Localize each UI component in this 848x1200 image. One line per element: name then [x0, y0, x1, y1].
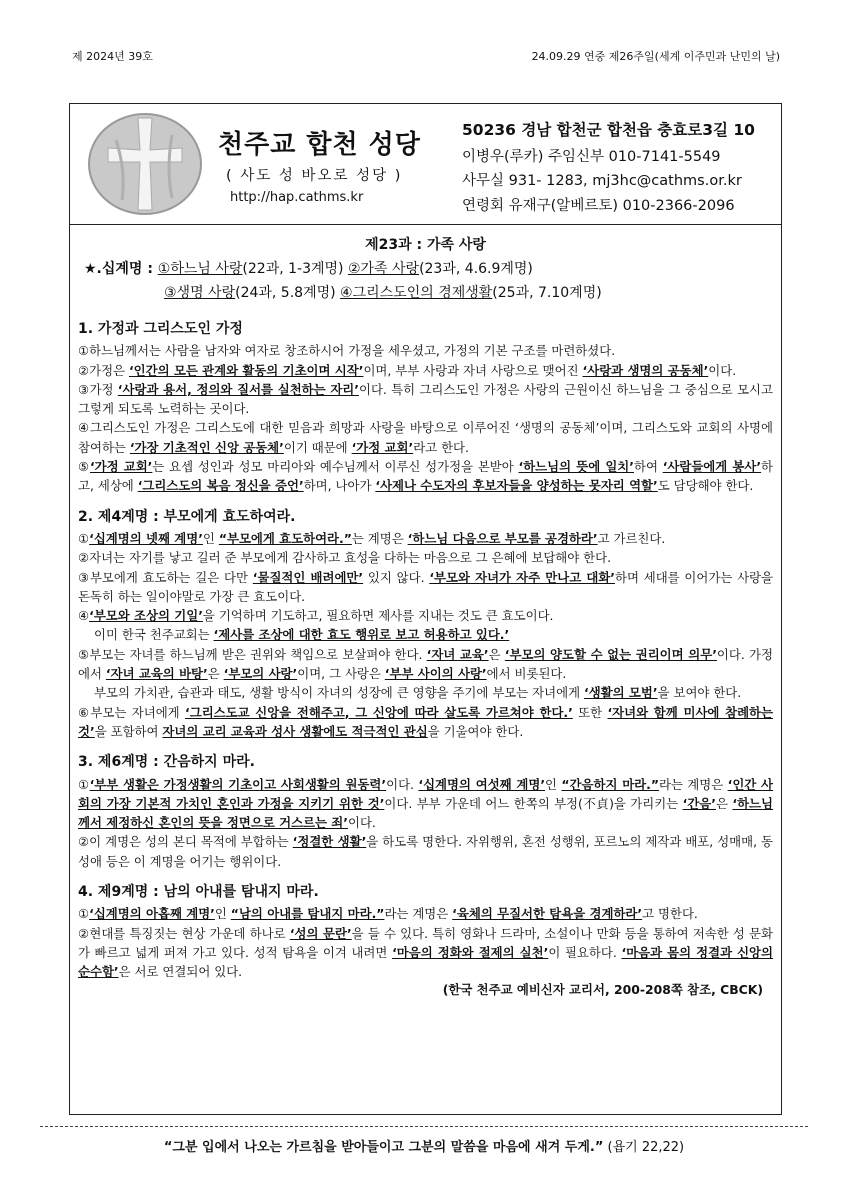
section-heading: 2. 제4계명 : 부모에게 효도하여라.	[78, 508, 296, 525]
contact-block	[462, 118, 755, 218]
section-paragraph: ①‘십계명의 넷째 계명’인 “부모에게 효도하여라.”는 계명은 ‘하느님 다음으로 부모를 공경하라’고 가르친다.	[78, 530, 666, 546]
funeral-society-contact: 연령회 유재구(알베르토) 010-2366-2096	[462, 197, 735, 214]
section-paragraph: ⑤‘가정 교회’는 요셉 성인과 성모 마리아와 예수님께서 이루신 성가정을 본받아 ‘하느님의 뜻에 일치’하여 ‘사람들에게 봉사’하고, 세상에 ‘그리스도의 복음 정신을 증언’하며, 나아가 ‘사제나 수도자의 후보자들을 양성하는 못자리 역할’도 담당해야 한다.	[78, 459, 774, 494]
lesson-section	[78, 753, 773, 871]
lesson-section	[78, 508, 773, 742]
scripture-quote: “그분 입에서 나오는 가르침을 받아들이고 그분의 말씀을 마음에 새겨 두게.”	[163, 1140, 604, 1155]
scripture-source: (욥기 22,22)	[603, 1140, 685, 1155]
section-paragraph: ⑥부모는 자녀에게 ‘그리스도교 신앙을 전해주고, 그 신앙에 따라 살도록 가르쳐야 한다.’ 또한 ‘자녀와 함께 미사에 참례하는 것’을 포함하여 자녀의 교리 교육과 성사 생활에도 적극적인 관심을 기울여야 한다.	[78, 704, 773, 739]
commandment-group-2-note: (23과, 4.6.9계명)	[419, 261, 533, 277]
footer-divider	[40, 1126, 808, 1127]
church-name: 천주교 합천 성당	[218, 130, 421, 160]
section-paragraph: ④그리스도인 가정은 그리스도에 대한 믿음과 희망과 사랑을 바탕으로 이루어진 ‘생명의 공동체’이며, 그리스도와 교회의 사명에 참여하는 ‘가장 기초적인 신앙 공동체’이기 때문에 ‘가정 교회’라고 한다.	[78, 420, 773, 455]
lesson-body	[78, 320, 773, 1011]
section-paragraph: ②이 계명은 성의 본디 목적에 부합하는 ‘정결한 생활’을 하도록 명한다. 자위행위, 혼전 성행위, 포르노의 제작과 배포, 성매매, 동성애 등은 이 계명을 어기는 행위이다.	[78, 834, 774, 869]
commandment-group-3: ③생명 사랑	[164, 285, 236, 301]
commandments-label: ★.십계명 :	[84, 261, 158, 277]
commandment-group-1-note: (22과, 1-3계명)	[242, 261, 348, 277]
section-paragraph: ②현대를 특징짓는 현상 가운데 하나로 ‘성의 문란’을 들 수 있다. 특히 영화나 드라마, 소설이나 만화 등을 통하여 저속한 성 문화가 빠르고 넓게 퍼져 가고 있다. 성적 탐욕을 이겨 내려면 ‘마음의 정화와 절제의 실천’이 필요하다. ‘마음과 몸의 정결과 신앙의 순수함’은 서로 연결되어 있다.	[78, 925, 774, 980]
section-paragraph: 이미 한국 천주교회는 ‘제사를 조상에 대한 효도 행위로 보고 허용하고 있다.’	[94, 627, 510, 643]
bulletin-frame	[69, 103, 782, 1115]
section-paragraph: ②자녀는 자기를 낳고 길러 준 부모에게 감사하고 효성을 다하는 마음으로 그 은혜에 보답해야 한다.	[78, 550, 612, 566]
commandment-group-1: ①하느님 사랑	[157, 261, 243, 277]
section-paragraph: ①하느님께서는 사람을 남자와 여자로 창조하시어 가정을 세우셨고, 가정의 기본 구조를 마련하셨다.	[78, 343, 616, 359]
commandment-group-2: ②가족 사랑	[347, 261, 420, 277]
footer-quote	[0, 1136, 848, 1155]
top-bar	[72, 48, 780, 68]
lesson-title: 제23과 : 가족 사랑	[365, 237, 486, 253]
office-contact: 사무실 931- 1283, mj3hc@cathms.or.kr	[462, 173, 742, 189]
section-paragraph: ③부모에게 효도하는 길은 다만 ‘물질적인 배려에만’ 있지 않다. ‘부모와 자녀가 자주 만나고 대화’하며 세대를 이어가는 사랑을 돈독히 하는 일이야말로 가장 큰 효도이다.	[78, 569, 774, 604]
section-paragraph: ①‘십계명의 아홉째 계명’인 “남의 아내를 탐내지 마라.”라는 계명은 ‘육체의 무질서한 탐욕을 경계하라’고 명한다.	[78, 906, 698, 922]
lesson-section	[78, 883, 773, 999]
section-heading: 1. 가정과 그리스도인 가정	[78, 321, 243, 337]
commandments-summary	[84, 257, 602, 305]
commandment-group-4-note: (25과, 7.10계명)	[492, 285, 602, 301]
issue-date: 24.09.29 연중 제26주일(세계 이주민과 난민의 날)	[531, 50, 780, 63]
church-address: 50236 경남 합천군 합천읍 충효로3길 10	[462, 121, 755, 139]
commandment-group-3-note: (24과, 5.8계명)	[235, 285, 341, 301]
section-paragraph: ⑤부모는 자녀를 하느님께 받은 권위와 책임으로 보살펴야 한다. ‘자녀 교육’은 ‘부모의 양도할 수 없는 권리이며 의무’이다. 가정에서 ‘자녀 교육의 바탕’은 ‘부모의 사랑’이며, 그 사랑은 ‘부부 사이의 사랑’에서 비롯된다.	[78, 646, 773, 682]
section-heading: 4. 제9계명 : 남의 아내를 탐내지 마라.	[78, 884, 319, 901]
lesson-section	[78, 320, 773, 496]
section-paragraph: 부모의 가치관, 습관과 태도, 생활 방식이 자녀의 성장에 큰 영향을 주기에 부모는 자녀에게 ‘생활의 모범’을 보여야 한다.	[94, 685, 742, 701]
section-paragraph: ④‘부모와 조상의 기일’을 기억하며 기도하고, 필요하면 제사를 지내는 것도 큰 효도이다.	[78, 608, 554, 624]
section-paragraph: ①‘부부 생활은 가정생활의 기초이고 사회생활의 원동력’이다. ‘십계명의 여섯째 계명’인 “간음하지 마라.”라는 계명은 ‘인간 사회의 가장 기본적 가치인 혼인과 가정을 지키기 위한 것’이다. 부부 가운데 어느 한쪽의 부정(不貞)을 가리키는 ‘간음’은 ‘하느님께서 제정하신 혼인의 뜻을 정면으로 거스르는 죄’이다.	[78, 776, 773, 831]
church-url[interactable]: http://hap.cathms.kr	[230, 190, 364, 205]
pastor-contact: 이병우(루카) 주임신부 010-7141-5549	[462, 148, 721, 165]
source-reference: (한국 천주교 예비신자 교리서, 200-208쪽 참조, CBCK)	[442, 981, 763, 997]
section-paragraph: ②가정은 ‘인간의 모든 관계와 활동의 기초이며 시작’이며, 부부 사랑과 자녀 사랑으로 맺어진 ‘사랑과 생명의 공동체’이다.	[78, 362, 737, 378]
church-logo-icon	[86, 110, 204, 216]
commandment-group-4: ④그리스도인의 경제생활	[340, 285, 493, 301]
church-subtitle: ( 사도 성 바오로 성당 )	[226, 168, 403, 184]
issue-number: 제 2024년 39호	[72, 50, 153, 63]
section-heading: 3. 제6계명 : 간음하지 마라.	[78, 754, 255, 771]
section-paragraph: ③가정 ‘사랑과 용서, 정의와 질서를 실천하는 자리’이다. 특히 그리스도인 가정은 사랑의 근원이신 하느님을 그 중심으로 모시고 그렇게 되도록 노력하는 곳이다.	[78, 381, 773, 417]
bulletin-header	[70, 104, 781, 225]
